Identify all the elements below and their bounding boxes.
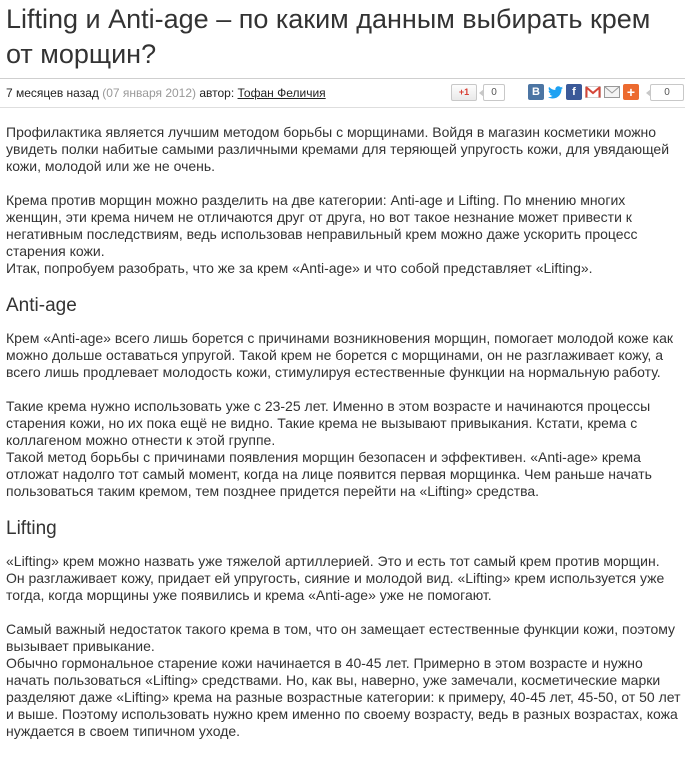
intro-paragraph: Профилактика является лучшим методом борьбы с морщинами. Войдя в магазин косметики можно увидеть полки набитые самыми различными кремами для теряющей упругость кожи, для увядающей кожи, молодой или же не очень. bbox=[6, 124, 670, 174]
mail-icon[interactable] bbox=[604, 84, 620, 100]
post-date: (07 января 2012) bbox=[102, 86, 197, 100]
google-plus-widget bbox=[451, 84, 505, 100]
article-title: Lifting и Anti-age – по каким данным выбирать крем от морщин? bbox=[6, 4, 651, 69]
author-prefix: автор: bbox=[196, 86, 238, 100]
intro-paragraph: Крема против морщин можно разделить на две категории: Anti-age и Lifting. По мнению многих женщин, эти крема ничем не отличаются друг от друга, но вот такое незнание может привести к негативным последствиям, ведь использовав неправильный крем можно даже ускорить процесс старения кожи. Итак, попробуем разобрать, что же за крем «Anti-age» и что собой представляет «Lifting». bbox=[6, 192, 638, 276]
section-heading-lifting: Lifting bbox=[6, 518, 57, 539]
twitter-icon[interactable] bbox=[547, 84, 563, 100]
facebook-icon[interactable]: f bbox=[566, 84, 582, 100]
article-body bbox=[6, 124, 682, 757]
author-link[interactable]: Тофан Феличия bbox=[237, 86, 326, 100]
section-paragraph: «Lifting» крем можно назвать уже тяжелой артиллерией. Это и есть тот самый крем против морщин. Он разглаживает кожу, придает ей упругость, сияние и молодой вид. «Lifting» крем используется уже тогда, когда морщины уже появились и крема «Anti-age» уже не помогают. bbox=[6, 553, 665, 603]
section-paragraph: Такие крема нужно использовать уже с 23-25 лет. Именно в этом возрасте и начинаются процессы старения кожи, но их пока ещё не видно. Такие крема не вызывают привыкания. Кстати, крема с коллагеном можно отнести к этой группе. Такой метод борьбы с причинами появления морщин безопасен и эффективен. «Anti-age» крема отложат надолго тот самый момент, когда на лице появится первая морщинка. Чем раньше начать пользоваться таким кремом, тем позднее придется перейти на «Lifting» средства. bbox=[6, 398, 652, 499]
section-paragraph: Самый важный недостаток такого крема в том, что он замещает естественные функции кожи, поэтому вызывает привыкание. Обычно гормональное старение кожи начинается в 40-45 лет. Примерно в этом возрасте и нужно начать пользоваться «Lifting» средствами. Но, как вы, наверно, уже замечали, косметические марки разделяют даже «Lifting» крема на разные возрастные категории: к примеру, 40-45 лет, 45-50, от 50 лет и выше. Поэтому использовать нужно крем именно по своему возрасту, ведь в разных возрастах, кожа нуждается в своем типичном уходе. bbox=[6, 621, 681, 739]
section-heading-anti-age: Anti-age bbox=[6, 295, 77, 316]
post-age: 7 месяцев назад bbox=[6, 86, 99, 100]
article-meta-bar bbox=[0, 78, 685, 108]
section-paragraph: Крем «Anti-age» всего лишь борется с причинами возникновения морщин, помогает молодой коже как можно дольше оставаться упругой. Такой крем не борется с морщинами, он не разглаживает кожу, а всего лишь продлевает молодость кожи, стимулируя естественные функции на нормальную работу. bbox=[6, 330, 673, 380]
article-meta bbox=[6, 86, 326, 100]
share-counter: 0 bbox=[650, 84, 684, 101]
gmail-icon[interactable] bbox=[585, 84, 601, 100]
share-buttons bbox=[528, 84, 684, 100]
google-plus-button[interactable] bbox=[451, 84, 477, 101]
vkontakte-icon[interactable]: B bbox=[528, 84, 544, 100]
google-plus-counter: 0 bbox=[483, 84, 505, 101]
more-icon[interactable]: + bbox=[623, 84, 639, 100]
google-plus-label: +1 bbox=[458, 86, 470, 97]
